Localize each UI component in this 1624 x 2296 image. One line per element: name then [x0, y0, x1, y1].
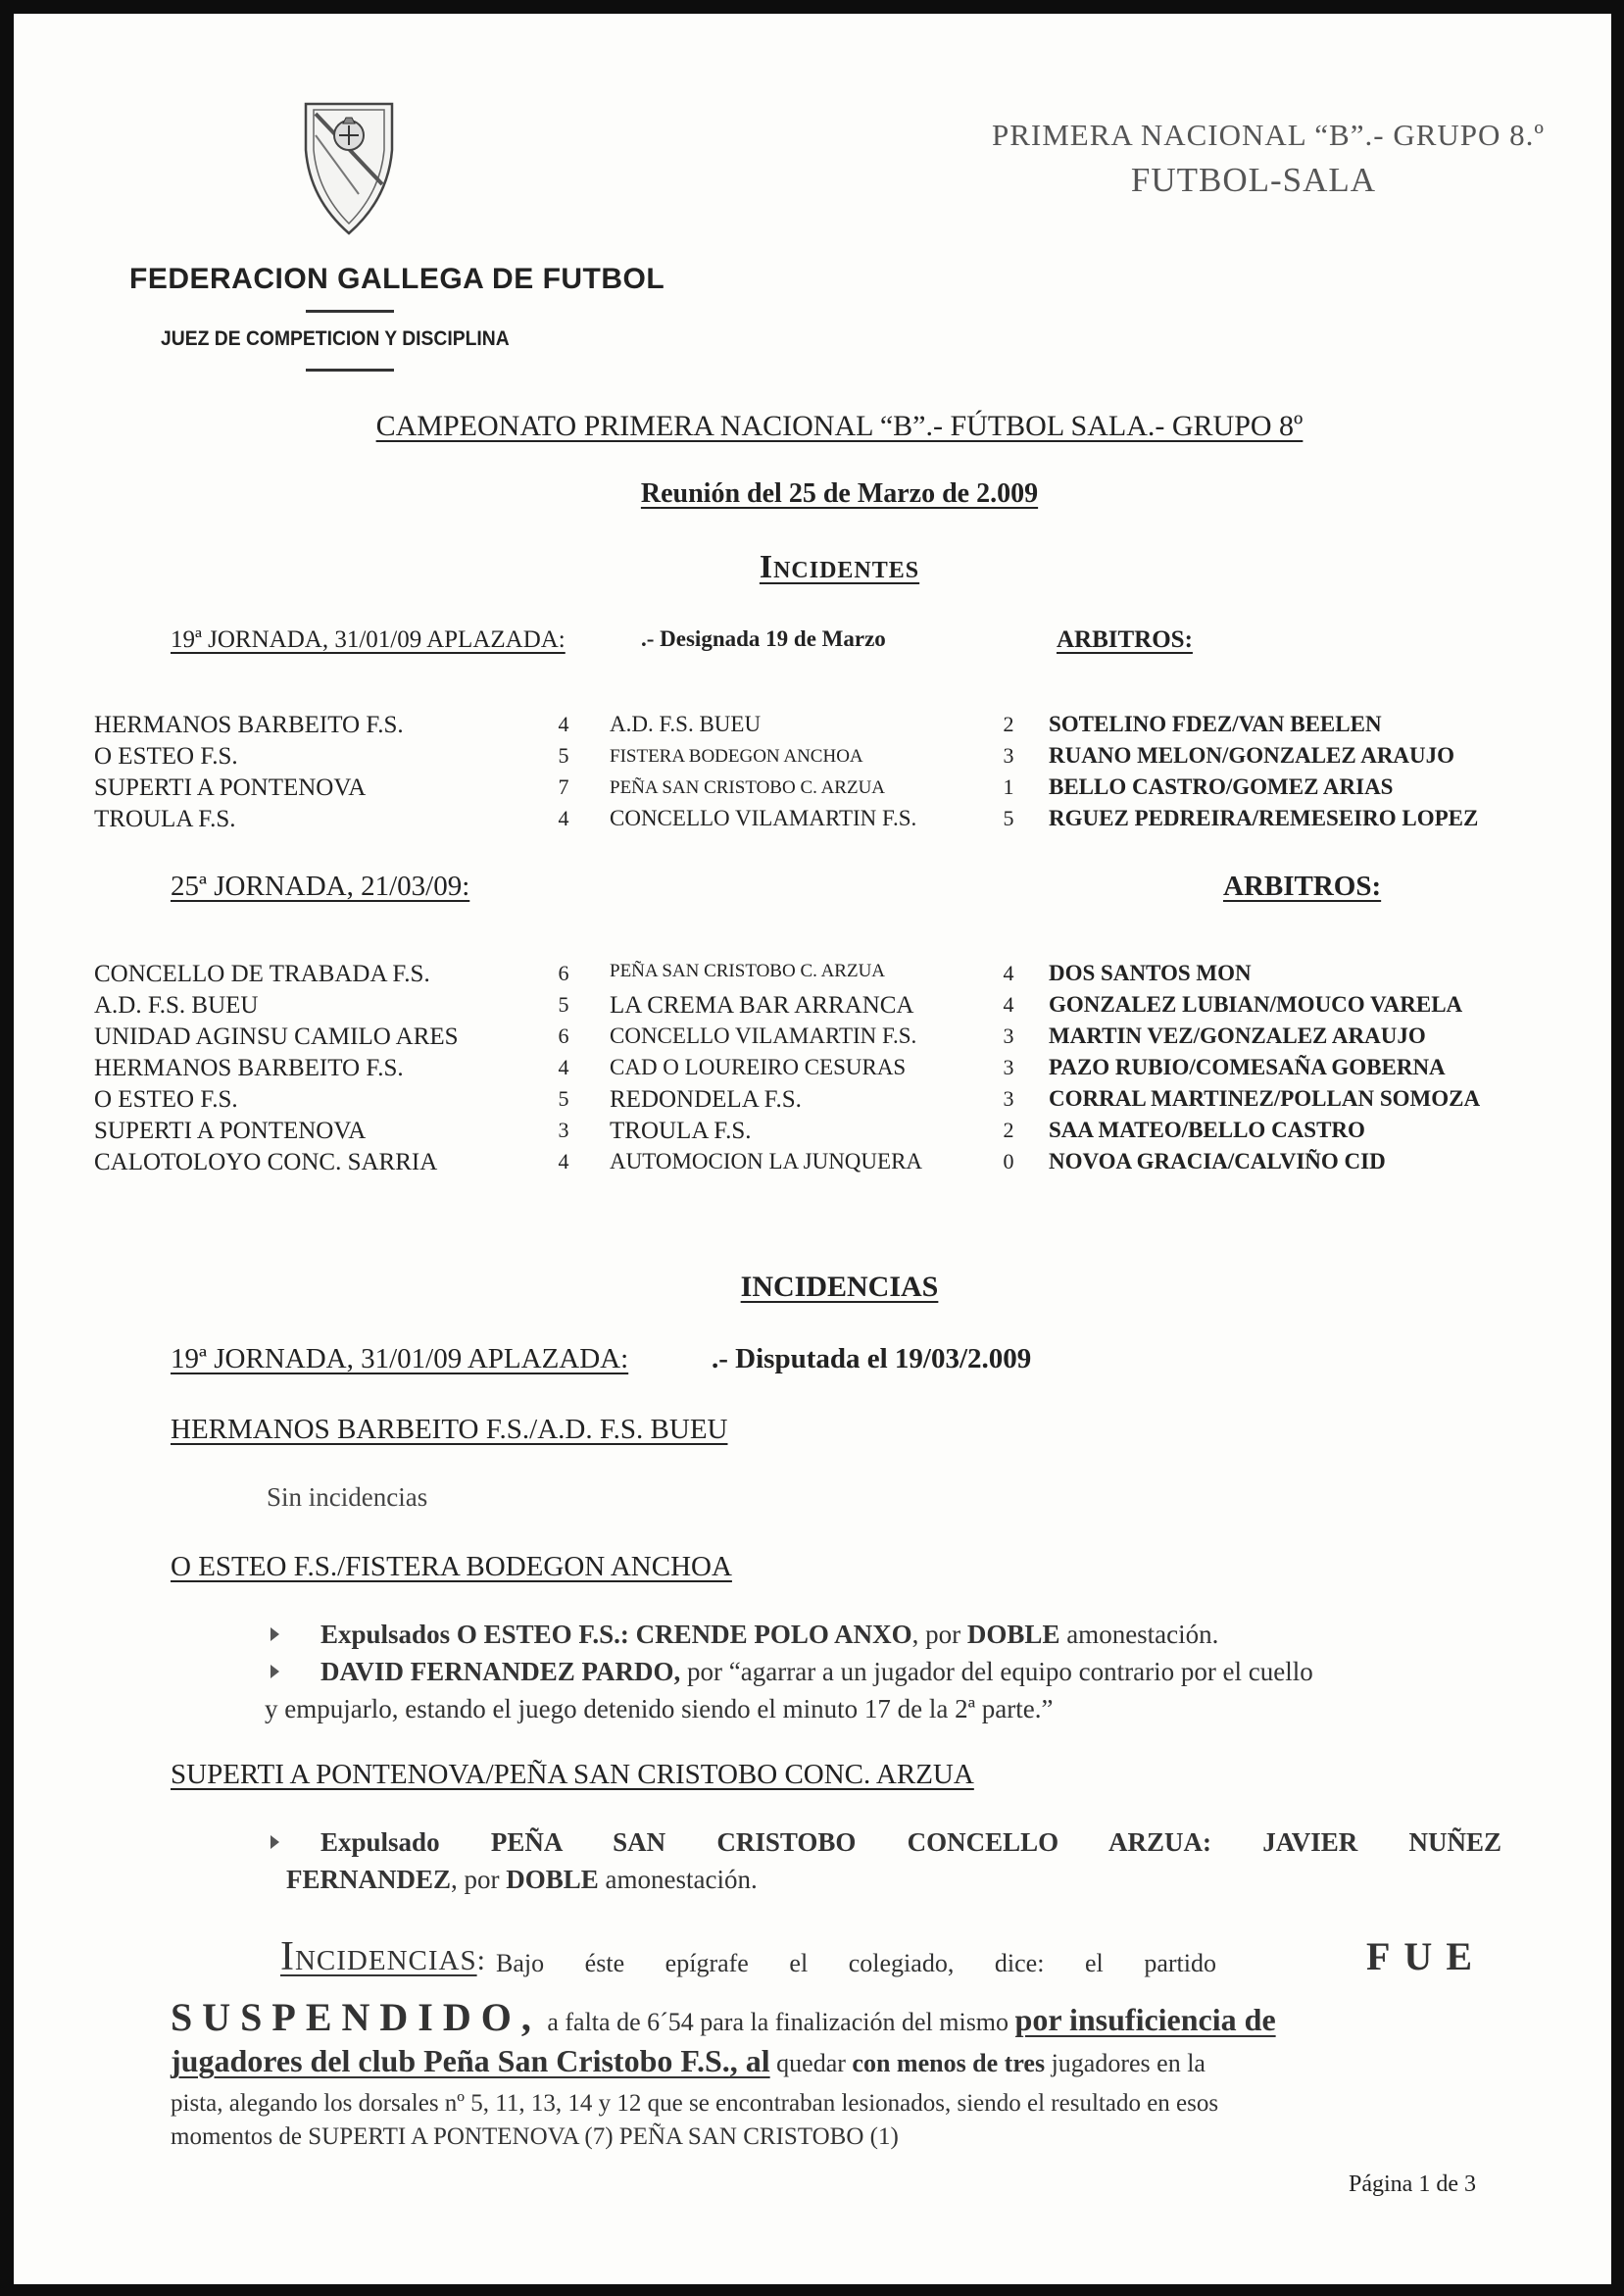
report-label: Incidencias: [280, 1934, 477, 1979]
match-row: [94, 743, 1594, 774]
referees: NOVOA GRACIA/CALVIÑO CID: [1049, 1149, 1386, 1173]
match-row: [94, 1023, 1594, 1055]
referees: BELLO CASTRO/GOMEZ ARIAS: [1049, 774, 1394, 799]
away-score: 3: [1003, 1055, 1014, 1079]
referees: MARTIN VEZ/GONZALEZ ARAUJO: [1049, 1023, 1426, 1048]
department-name: JUEZ DE COMPETICION Y DISCIPLINA: [161, 327, 510, 350]
referees: PAZO RUBIO/COMESAÑA GOBERNA: [1049, 1055, 1446, 1079]
match-row: [94, 1086, 1594, 1118]
jornada-19-label: 19ª JORNADA, 31/01/09 APLAZADA:: [171, 626, 566, 653]
away-score: 4: [1003, 961, 1014, 985]
referees: DOS SANTOS MON: [1049, 961, 1252, 985]
match1-text: Sin incidencias: [267, 1482, 428, 1512]
home-team: HERMANOS BARBEITO F.S.: [94, 712, 404, 738]
match2-title: O ESTEO F.S./FISTERA BODEGON ANCHOA: [171, 1551, 732, 1582]
match3-details: [271, 1823, 1501, 1898]
text-span: jugadores del club Peña San Cristobo F.S., al: [171, 2043, 770, 2078]
incidencias-jornada-note: .- Disputada el 19/03/2.009: [712, 1343, 1032, 1374]
home-score: 3: [558, 1118, 569, 1142]
text-span: amonestación.: [598, 1865, 758, 1894]
away-score: 1: [1003, 774, 1014, 799]
away-score: 3: [1003, 1023, 1014, 1048]
home-team: A.D. F.S. BUEU: [94, 992, 259, 1019]
match2-details: [265, 1616, 1505, 1727]
federation-crest-logo: [300, 96, 398, 238]
home-score: 5: [558, 743, 569, 768]
text-span: amonestación.: [1059, 1620, 1219, 1649]
competition-header-line1: PRIMERA NACIONAL “B”.- GRUPO 8.º: [991, 118, 1546, 152]
home-score: 6: [558, 961, 569, 985]
report-line: momentos de SUPERTI A PONTENOVA (7) PEÑA SAN CRISTOBO (1): [171, 2123, 899, 2150]
away-score: 0: [1003, 1149, 1014, 1173]
referees: CORRAL MARTINEZ/POLLAN SOMOZA: [1049, 1086, 1481, 1111]
referees: SOTELINO FDEZ/VAN BEELEN: [1049, 712, 1382, 736]
divider: [306, 310, 394, 313]
competition-header-line2: FUTBOL-SALA: [1130, 161, 1377, 199]
text-line: y empujarlo, estando el juego detenido siendo el minuto 17 de la 2ª parte.”: [265, 1694, 1054, 1723]
referees: RUANO MELON/GONZALEZ ARAUJO: [1049, 743, 1455, 768]
text-span: , por: [451, 1865, 507, 1894]
home-team: O ESTEO F.S.: [94, 1086, 238, 1113]
meeting-date: Reunión del 25 de Marzo de 2.009: [640, 478, 1039, 509]
away-team: PEÑA SAN CRISTOBO C. ARZUA: [610, 961, 886, 981]
bullet-arrow-icon: [271, 1627, 279, 1641]
text-span: a falta de 6´54 para la finalización del mismo: [540, 2008, 1015, 2036]
expulsion-text: Expulsado PEÑA SAN CRISTOBO CONCELLO ARZUA: JAVIER NUÑEZ: [320, 1827, 1501, 1857]
home-team: TROULA F.S.: [94, 806, 236, 832]
home-team: O ESTEO F.S.: [94, 743, 238, 770]
home-score: 4: [558, 806, 569, 830]
text-span: por “agarrar a un jugador del equipo contrario por el cuello: [680, 1657, 1313, 1686]
text-span: con menos de tres: [852, 2049, 1046, 2077]
referees: GONZALEZ LUBIAN/MOUCO VARELA: [1049, 992, 1463, 1017]
text-span: :: [476, 1944, 485, 1976]
incidentes-heading: Incidentes: [759, 549, 920, 585]
text-span: quedar: [769, 2049, 853, 2077]
home-score: 4: [558, 1149, 569, 1173]
text-span: DOBLE: [966, 1620, 1060, 1649]
home-team: SUPERTI A PONTENOVA: [94, 774, 367, 801]
away-team: CAD O LOUREIRO CESURAS: [610, 1055, 907, 1079]
away-team: REDONDELA F.S.: [610, 1086, 802, 1113]
match-row: [94, 774, 1594, 806]
document-title: CAMPEONATO PRIMERA NACIONAL “B”.- FÚTBOL SALA.- GRUPO 8º: [375, 410, 1304, 442]
match-row: [94, 1149, 1594, 1180]
home-team: SUPERTI A PONTENOVA: [94, 1118, 367, 1144]
home-score: 5: [558, 1086, 569, 1111]
text-span: jugadores en la: [1045, 2049, 1206, 2077]
jornada-19-results: [94, 712, 1594, 837]
match1-title: HERMANOS BARBEITO F.S./A.D. F.S. BUEU: [171, 1414, 728, 1445]
home-score: 7: [558, 774, 569, 799]
home-team: HERMANOS BARBEITO F.S.: [94, 1055, 404, 1081]
match3-title: SUPERTI A PONTENOVA/PEÑA SAN CRISTOBO CONC. ARZUA: [171, 1759, 974, 1790]
report-line: Bajo éste epígrafe el colegiado, dice: el partido: [496, 1949, 1216, 1977]
away-score: 4: [1003, 992, 1014, 1017]
match-row: [94, 1118, 1594, 1149]
away-team: AUTOMOCION LA JUNQUERA: [610, 1149, 923, 1173]
away-score: 3: [1003, 743, 1014, 768]
incidencias-heading: INCIDENCIAS: [740, 1271, 939, 1303]
match-row: [94, 1055, 1594, 1086]
federation-name: FEDERACION GALLEGA DE FUTBOL: [129, 263, 665, 295]
text-span: por insuficiencia de: [1014, 2002, 1276, 2037]
expulsion-text: Expulsados O ESTEO F.S.: CRENDE POLO ANXO: [320, 1620, 912, 1649]
jornada-19-note: .- Designada 19 de Marzo: [641, 626, 886, 651]
text-span: , por: [911, 1620, 967, 1649]
incidencias-jornada-label: 19ª JORNADA, 31/01/09 APLAZADA:: [171, 1343, 629, 1374]
away-score: 5: [1003, 806, 1014, 830]
report-line: pista, alegando los dorsales nº 5, 11, 13, 14 y 12 que se encontraban lesionados, siendo el resultado en esos: [171, 2090, 1219, 2117]
text-span: DOBLE: [506, 1865, 599, 1894]
page-number: Página 1 de 3: [1349, 2171, 1476, 2197]
jornada-25-results: [94, 961, 1594, 1180]
home-team: UNIDAD AGINSU CAMILO ARES: [94, 1023, 459, 1050]
document-page: [14, 14, 1611, 2284]
away-team: FISTERA BODEGON ANCHOA: [610, 746, 863, 767]
match-row: [94, 712, 1594, 743]
home-score: 4: [558, 712, 569, 736]
away-score: 2: [1003, 1118, 1014, 1142]
away-team: TROULA F.S.: [610, 1118, 752, 1144]
away-team: A.D. F.S. BUEU: [610, 712, 762, 736]
home-score: 6: [558, 1023, 569, 1048]
referees: RGUEZ PEDREIRA/REMESEIRO LOPEZ: [1049, 806, 1479, 830]
text-span: FERNANDEZ: [286, 1865, 452, 1894]
bullet-arrow-icon: [271, 1835, 279, 1849]
match-row: [94, 961, 1594, 992]
away-score: 2: [1003, 712, 1014, 736]
match-row: [94, 806, 1594, 837]
home-score: 5: [558, 992, 569, 1017]
report-emphasis: FUE: [1366, 1934, 1486, 1978]
divider: [306, 369, 394, 372]
jornada-25-label: 25ª JORNADA, 21/03/09:: [171, 871, 470, 902]
bullet-arrow-icon: [271, 1665, 279, 1678]
away-team: LA CREMA BAR ARRANCA: [610, 992, 914, 1019]
away-score: 3: [1003, 1086, 1014, 1111]
report-emphasis: SUSPENDIDO,: [171, 1995, 541, 2039]
match-row: [94, 992, 1594, 1023]
away-team: CONCELLO VILAMARTIN F.S.: [610, 806, 917, 830]
home-score: 4: [558, 1055, 569, 1079]
player-name: DAVID FERNANDEZ PARDO,: [320, 1657, 681, 1686]
jornada-19-arbitros-label: ARBITROS:: [1057, 626, 1193, 653]
referees: SAA MATEO/BELLO CASTRO: [1049, 1118, 1365, 1142]
away-team: PEÑA SAN CRISTOBO C. ARZUA: [610, 777, 886, 798]
home-team: CALOTOLOYO CONC. SARRIA: [94, 1149, 438, 1175]
jornada-25-arbitros-label: ARBITROS:: [1223, 871, 1382, 902]
home-team: CONCELLO DE TRABADA F.S.: [94, 961, 430, 987]
away-team: CONCELLO VILAMARTIN F.S.: [610, 1023, 917, 1048]
